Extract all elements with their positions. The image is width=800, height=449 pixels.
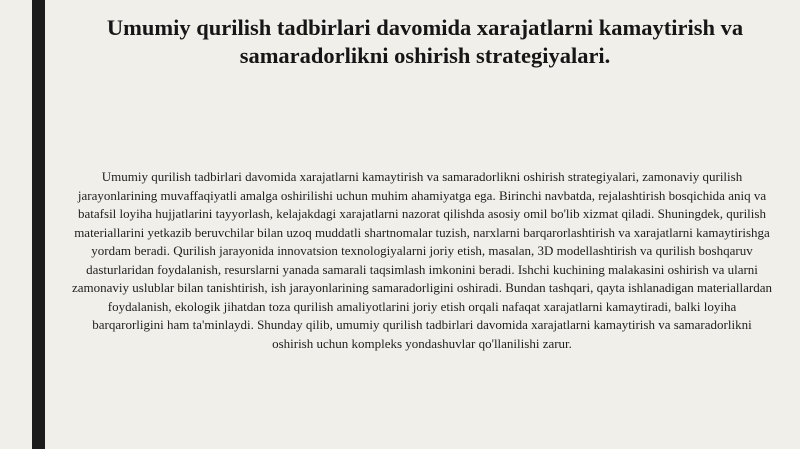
slide-title: Umumiy qurilish tadbirlari davomida xarajatlarni kamaytirish va samaradorlikni oshirish strategiyalari. — [106, 15, 744, 68]
left-accent-bar — [32, 0, 45, 449]
slide-body-text: Umumiy qurilish tadbirlari davomida xarajatlarni kamaytirish va samaradorlikni oshirish strategiyalari, zamonaviy qurilish jarayonlarining muvaffaqiyatli amalga oshirilishi uchun muhim ahamiyatga ega. Birinchi navbatda, rejalashtirish bosqichida aniq va batafsil loyiha hujjatlarini tayyorlash, kelajakdagi xarajatlarni nazorat qilishda asosiy omil bo'lib xizmat qiladi. Shuningdek, qurilish materiallarini yetkazib beruvchilar bilan uzoq muddatli shartnomalar tuzish, narxlarni barqarorlashtirish va xarajatlarni kamaytirishga yordam beradi. Qurilish jarayonida innovatsion texnologiyalarni joriy etish, masalan, 3D modellashtirish va qurilish boshqaruv dasturlaridan foydalanish, resurslarni yanada samarali taqsimlash imkonini beradi. Ishchi kuchining malakasini oshirish va ularni zamonaviy uslublar bilan tanishtirish, ish jarayonlarining samaradorligini oshiradi. Bundan tashqari, qayta ishlanadigan materiallardan foydalanish, ekologik jihatdan toza qurilish amaliyotlarini joriy etish orqali nafaqat xarajatlarni kamaytiradi, balki loyiha barqarorligini ham ta'minlaydi. Shunday qilib, umumiy qurilish tadbirlari davomida xarajatlarni kamaytirish va samaradorlikni oshirish uchun kompleks yondashuvlar qo'llanilishi zarur. — [72, 169, 773, 351]
